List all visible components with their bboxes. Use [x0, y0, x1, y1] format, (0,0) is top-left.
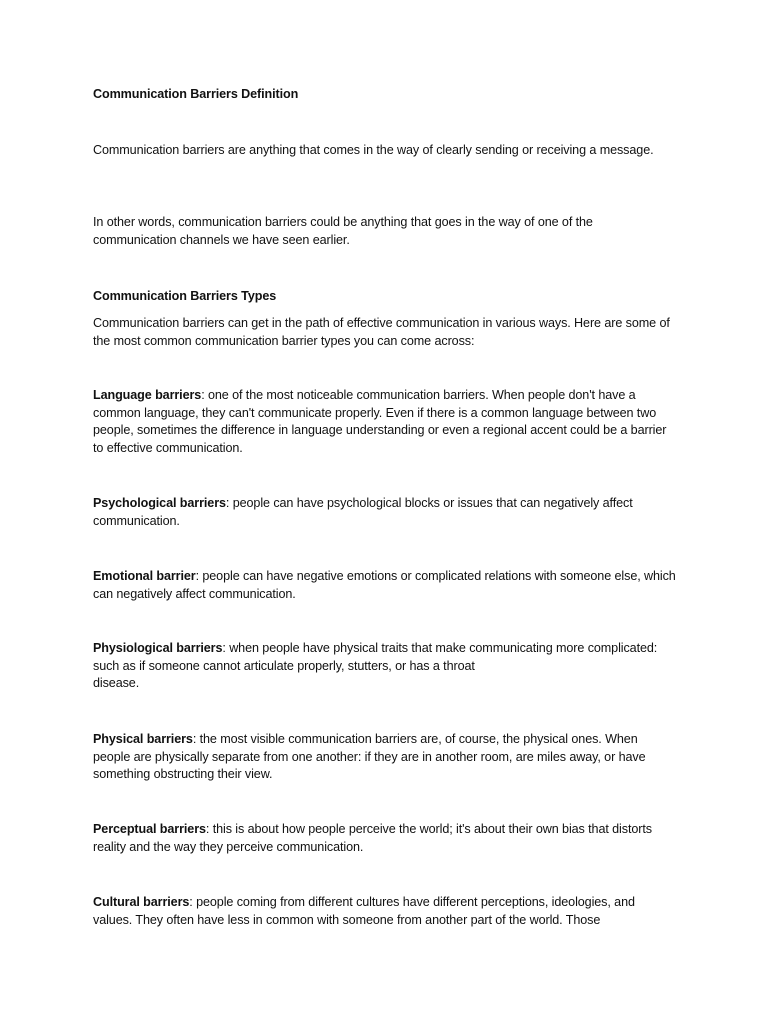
barrier-description: : one of the most noticeable communication barriers. When people don't have a common language, they can't communicate properly. Even if there is a common language between two people, sometimes the difference in language understanding or even a regional accent could be a barrier to effective communication. [93, 388, 667, 455]
barrier-term: Perceptual barriers [93, 822, 206, 836]
heading-definition: Communication Barriers Definition [93, 87, 299, 101]
barrier-description: : this is about how people perceive the world; it's about their own bias that distorts reality and the way they perceive communication. [93, 822, 652, 854]
barrier-description: : people coming from different cultures have different perceptions, ideologies, and values. They often have less in common with someone from another part of the world. Those [93, 895, 635, 927]
barrier-term: Cultural barriers [93, 895, 190, 909]
paragraph-definition: Communication barriers are anything that comes in the way of clearly sending or receiving a message. [93, 143, 654, 157]
barrier-term: Physiological barriers [93, 641, 223, 655]
barrier-language [93, 387, 677, 457]
barrier-description: : people can have negative emotions or complicated relations with someone else, which can negatively affect communication. [93, 569, 676, 601]
barrier-physiological [93, 640, 677, 693]
barrier-description: : people can have psychological blocks or issues that can negatively affect communication. [93, 496, 633, 528]
barrier-cultural [93, 894, 677, 929]
barrier-perceptual [93, 821, 677, 856]
heading-types: Communication Barriers Types [93, 289, 277, 303]
barrier-term: Language barriers [93, 388, 202, 402]
paragraph-in-other-words: In other words, communication barriers could be anything that goes in the way of one of the communication channels we have seen earlier. [93, 215, 593, 247]
paragraph-types-intro: Communication barriers can get in the path of effective communication in various ways. Here are some of the most common communication barrier types you can come across: [93, 316, 670, 348]
barrier-description: : when people have physical traits that make communicating more complicated: such as if someone cannot articulate properly, stutters, or has a throat disease. [93, 641, 658, 691]
barrier-term: Emotional barrier [93, 569, 196, 583]
barrier-term: Psychological barriers [93, 496, 226, 510]
barrier-emotional [93, 568, 677, 603]
barrier-description: : the most visible communication barriers are, of course, the physical ones. When people are physically separate from one another: if they are in another room, are miles away, or have something obstructing their view. [93, 732, 646, 782]
barrier-term: Physical barriers [93, 732, 193, 746]
barrier-psychological [93, 495, 677, 530]
barrier-physical [93, 731, 677, 784]
